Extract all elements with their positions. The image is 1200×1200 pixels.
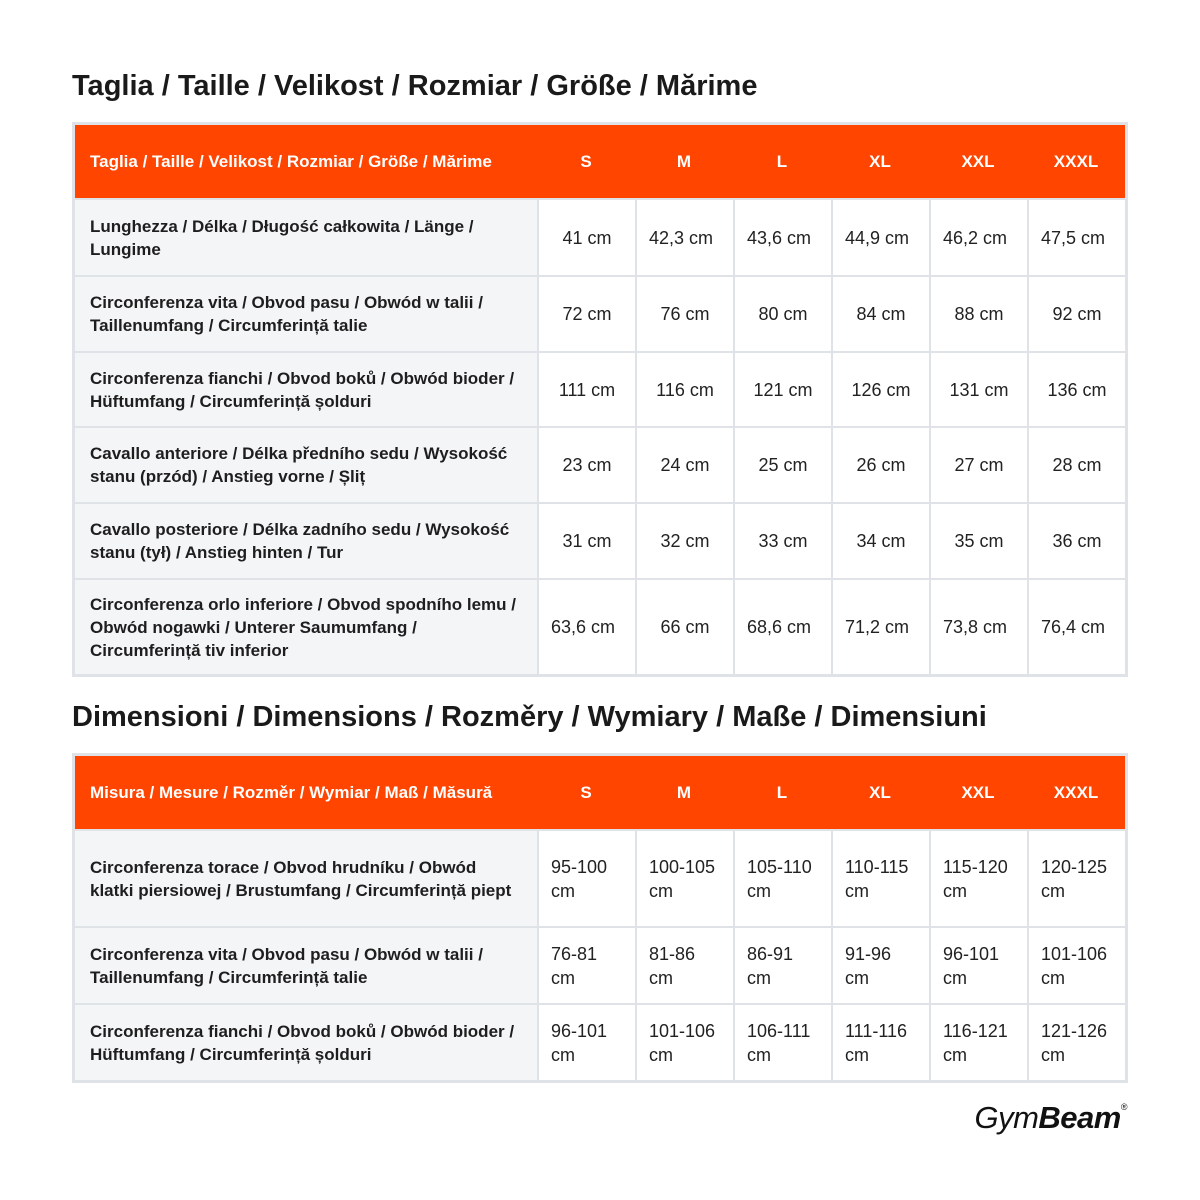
value-cell: 66 cm (635, 578, 733, 674)
value-cell: 111 cm (537, 351, 635, 426)
value-cell: 110-115 cm (831, 829, 929, 926)
value-cell: 34 cm (831, 502, 929, 578)
value-cell: 25 cm (733, 426, 831, 502)
table-row (75, 1003, 1125, 1080)
value-cell: 121-126 cm (1027, 1003, 1125, 1080)
value-cell: 47,5 cm (1027, 198, 1125, 275)
row-label: Circonferenza orlo inferiore / Obvod spodního lemu / Obwód nogawki / Unterer Saumumfang / Circumferință tiv inferior (75, 578, 537, 674)
value-cell: 126 cm (831, 351, 929, 426)
size-section-title: Taglia / Taille / Velikost / Rozmiar / Größe / Mărime (72, 70, 758, 102)
row-label: Cavallo anteriore / Délka předního sedu / Wysokość stanu (przód) / Anstieg vorne / Șliț (75, 426, 537, 502)
size-header-xxl: XXL (929, 756, 1027, 829)
size-header-m: M (635, 756, 733, 829)
value-cell: 100-105 cm (635, 829, 733, 926)
value-cell: 81-86 cm (635, 926, 733, 1003)
value-cell: 116-121 cm (929, 1003, 1027, 1080)
value-cell: 76,4 cm (1027, 578, 1125, 674)
row-label: Circonferenza torace / Obvod hrudníku / Obwód klatki piersiowej / Brustumfang / Circumferință piept (75, 829, 537, 926)
dimensions-section-title: Dimensioni / Dimensions / Rozměry / Wymiary / Maße / Dimensiuni (72, 701, 987, 733)
value-cell: 105-110 cm (733, 829, 831, 926)
table-row (75, 829, 1125, 926)
size-header-xl: XL (831, 125, 929, 198)
table-row (75, 502, 1125, 578)
header-label-cell: Misura / Mesure / Rozměr / Wymiar / Maß / Măsură (75, 756, 537, 829)
size-header-xxl: XXL (929, 125, 1027, 198)
value-cell: 92 cm (1027, 275, 1125, 351)
value-cell: 63,6 cm (537, 578, 635, 674)
value-cell: 23 cm (537, 426, 635, 502)
value-cell: 88 cm (929, 275, 1027, 351)
table-row (75, 426, 1125, 502)
registered-mark: ® (1120, 1102, 1127, 1112)
value-cell: 44,9 cm (831, 198, 929, 275)
row-label: Circonferenza vita / Obvod pasu / Obwód w talii / Taillenumfang / Circumferință talie (75, 275, 537, 351)
value-cell: 41 cm (537, 198, 635, 275)
table-header-row (75, 125, 1125, 198)
size-header-s: S (537, 125, 635, 198)
value-cell: 76 cm (635, 275, 733, 351)
value-cell: 131 cm (929, 351, 1027, 426)
table-row (75, 275, 1125, 351)
value-cell: 43,6 cm (733, 198, 831, 275)
row-label: Circonferenza fianchi / Obvod boků / Obwód bioder / Hüftumfang / Circumferință șolduri (75, 1003, 537, 1080)
value-cell: 76-81 cm (537, 926, 635, 1003)
value-cell: 72 cm (537, 275, 635, 351)
header-label-cell: Taglia / Taille / Velikost / Rozmiar / Größe / Mărime (75, 125, 537, 198)
value-cell: 136 cm (1027, 351, 1125, 426)
row-label: Circonferenza fianchi / Obvod boků / Obwód bioder / Hüftumfang / Circumferință șolduri (75, 351, 537, 426)
value-cell: 91-96 cm (831, 926, 929, 1003)
value-cell: 46,2 cm (929, 198, 1027, 275)
value-cell: 71,2 cm (831, 578, 929, 674)
value-cell: 32 cm (635, 502, 733, 578)
value-cell: 121 cm (733, 351, 831, 426)
value-cell: 101-106 cm (1027, 926, 1125, 1003)
value-cell: 68,6 cm (733, 578, 831, 674)
row-label: Circonferenza vita / Obvod pasu / Obwód w talii / Taillenumfang / Circumferință talie (75, 926, 537, 1003)
value-cell: 42,3 cm (635, 198, 733, 275)
size-header-l: L (733, 125, 831, 198)
table-row (75, 578, 1125, 674)
size-header-m: M (635, 125, 733, 198)
value-cell: 28 cm (1027, 426, 1125, 502)
size-header-xxxl: XXXL (1027, 125, 1125, 198)
value-cell: 106-111 cm (733, 1003, 831, 1080)
value-cell: 86-91 cm (733, 926, 831, 1003)
table-header-row (75, 756, 1125, 829)
logo-text-beam: Beam (1038, 1100, 1121, 1135)
value-cell: 120-125 cm (1027, 829, 1125, 926)
value-cell: 116 cm (635, 351, 733, 426)
table-row (75, 926, 1125, 1003)
value-cell: 33 cm (733, 502, 831, 578)
table-row (75, 351, 1125, 426)
value-cell: 36 cm (1027, 502, 1125, 578)
value-cell: 115-120 cm (929, 829, 1027, 926)
value-cell: 31 cm (537, 502, 635, 578)
value-cell: 95-100 cm (537, 829, 635, 926)
gymbeam-logo (974, 1100, 1127, 1136)
value-cell: 27 cm (929, 426, 1027, 502)
value-cell: 80 cm (733, 275, 831, 351)
value-cell: 111-116 cm (831, 1003, 929, 1080)
size-header-xxxl: XXXL (1027, 756, 1125, 829)
value-cell: 96-101 cm (537, 1003, 635, 1080)
size-header-xl: XL (831, 756, 929, 829)
size-table (72, 122, 1128, 677)
value-cell: 35 cm (929, 502, 1027, 578)
dimensions-table (72, 753, 1128, 1083)
size-header-s: S (537, 756, 635, 829)
size-header-l: L (733, 756, 831, 829)
value-cell: 101-106 cm (635, 1003, 733, 1080)
row-label: Cavallo posteriore / Délka zadního sedu / Wysokość stanu (tył) / Anstieg hinten / Tur (75, 502, 537, 578)
value-cell: 96-101 cm (929, 926, 1027, 1003)
row-label: Lunghezza / Délka / Długość całkowita / Länge / Lungime (75, 198, 537, 275)
logo-text-gym: Gym (974, 1100, 1039, 1135)
value-cell: 73,8 cm (929, 578, 1027, 674)
table-row (75, 198, 1125, 275)
value-cell: 26 cm (831, 426, 929, 502)
value-cell: 84 cm (831, 275, 929, 351)
value-cell: 24 cm (635, 426, 733, 502)
